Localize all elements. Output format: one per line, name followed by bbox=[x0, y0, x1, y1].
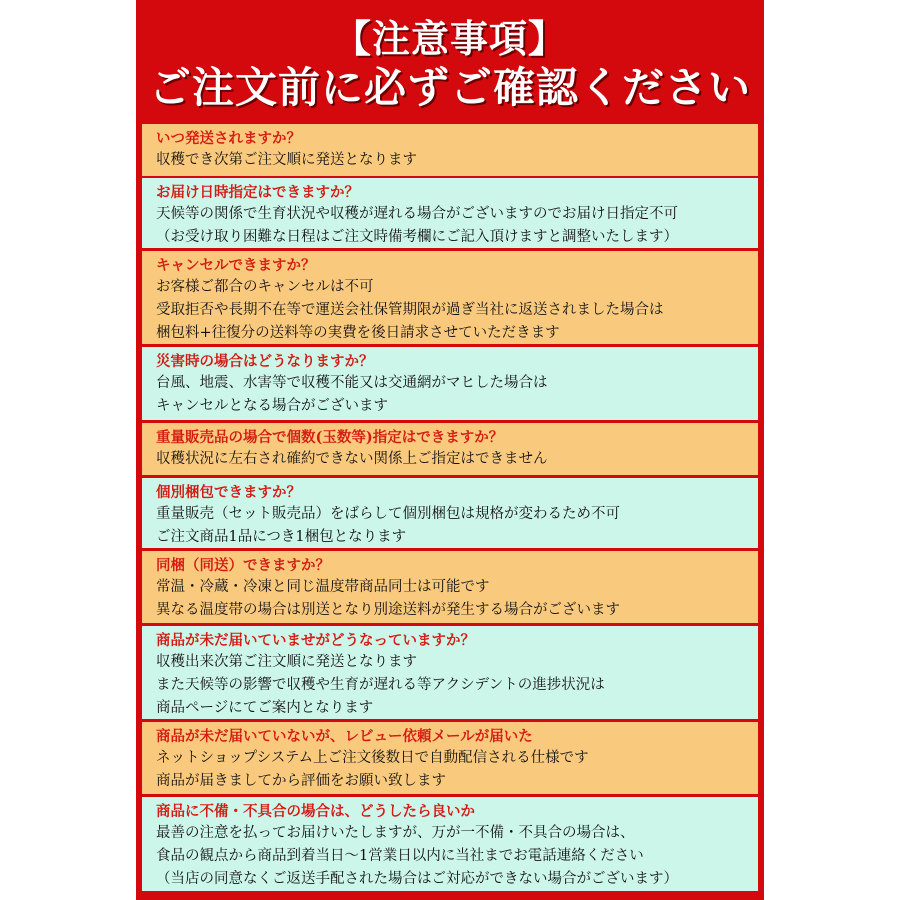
faq-answer: 収穫でき次第ご注文順に発送となります bbox=[156, 152, 417, 168]
faq-question: 商品が未だ届いていませがどうなっていますか？ bbox=[156, 632, 475, 649]
faq-question: キャンセルできますか？ bbox=[156, 257, 316, 274]
notice-panel bbox=[136, 0, 764, 900]
faq-item-bundle bbox=[142, 551, 758, 623]
header bbox=[136, 0, 764, 122]
faq-item-quantity bbox=[142, 423, 758, 475]
faq-answer: 異なる温度帯の場合は別送となり別途送料が発生する場合がございます bbox=[156, 602, 620, 618]
faq-item-cancel bbox=[142, 251, 758, 344]
faq-answer: 天候等の関係で生育状況や収穫が遅れる場合がございますのでお届け日指定不可 bbox=[156, 206, 678, 222]
faq-answer: キャンセルとなる場合がございます bbox=[156, 398, 388, 414]
faq-item-defect bbox=[142, 797, 758, 891]
faq-question: 災害時の場合はどうなりますか？ bbox=[156, 353, 374, 370]
faq-answer: 最善の注意を払ってお届けいたしますが、万が一不備・不具合の場合は、 bbox=[156, 825, 635, 841]
faq-item-not-arrived bbox=[142, 626, 758, 719]
faq-answer: 食品の観点から商品到着当日～1営業日以内に当社までお電話連絡ください bbox=[156, 848, 644, 864]
faq-answer: また天候等の影響で収穫や生育が遅れる等アクシデントの進捗状況は bbox=[156, 677, 605, 693]
faq-answer: （お受け取り困難な日程はご注文時備考欄にご記入頂けますと調整いたします） bbox=[156, 229, 678, 245]
faq-answer: 台風、地震、水害等で収穫不能又は交通網がマヒした場合は bbox=[156, 375, 548, 391]
faq-item-delivery-date bbox=[142, 178, 758, 248]
faq-answer: お客様ご都合のキャンセルは不可 bbox=[156, 279, 374, 295]
faq-item-disaster bbox=[142, 347, 758, 420]
faq-question: 商品が未だ届いていないが、レビュー依頼メールが届いた bbox=[156, 728, 533, 745]
faq-question: 商品に不備・不具合の場合は、どうしたら良いか bbox=[156, 803, 475, 820]
faq-answer: 収穫出来次第ご注文順に発送となります bbox=[156, 654, 417, 670]
faq-question: 個別梱包できますか？ bbox=[156, 484, 301, 501]
faq-item-shipping bbox=[142, 124, 758, 176]
faq-answer: 商品ページにてご案内となります bbox=[156, 700, 374, 716]
faq-question: 重量販売品の場合で個数(玉数等)指定はできますか？ bbox=[156, 429, 504, 446]
faq-question: お届け日時指定はできますか？ bbox=[156, 184, 359, 201]
faq-item-review-mail bbox=[142, 722, 758, 794]
faq-answer: 受取拒否や長期不在等で運送会社保管期限が過ぎ当社に返送されました場合は bbox=[156, 302, 664, 318]
page-subtitle: ご注文前に必ずご確認ください bbox=[148, 63, 751, 112]
faq-answer: 常温・冷蔵・冷凍と同じ温度帯商品同士は可能です bbox=[156, 579, 490, 595]
faq-question: いつ発送されますか？ bbox=[156, 130, 301, 147]
faq-answer: 収穫状況に左右され確約できない関係上ご指定はできません bbox=[156, 451, 548, 467]
page-title: 【注意事項】 bbox=[332, 16, 567, 61]
faq-question: 同梱（同送）できますか？ bbox=[156, 557, 330, 574]
faq-answer: 商品が届きましてから評価をお願い致します bbox=[156, 773, 446, 789]
faq-answer: 梱包料+往復分の送料等の実費を後日請求させていただきます bbox=[156, 325, 560, 341]
faq-answer: ネットショップシステム上ご注文後数日で自動配信される仕様です bbox=[156, 750, 589, 766]
faq-item-packing bbox=[142, 478, 758, 548]
faq-answer: ご注文商品1品につき1梱包となります bbox=[156, 529, 407, 545]
faq-answer: （当店の同意なくご返送手配された場合はご対応ができない場合がございます） bbox=[156, 871, 678, 887]
faq-answer: 重量販売（セット販売品）をばらして個別梱包は規格が変わるため不可 bbox=[156, 506, 620, 522]
